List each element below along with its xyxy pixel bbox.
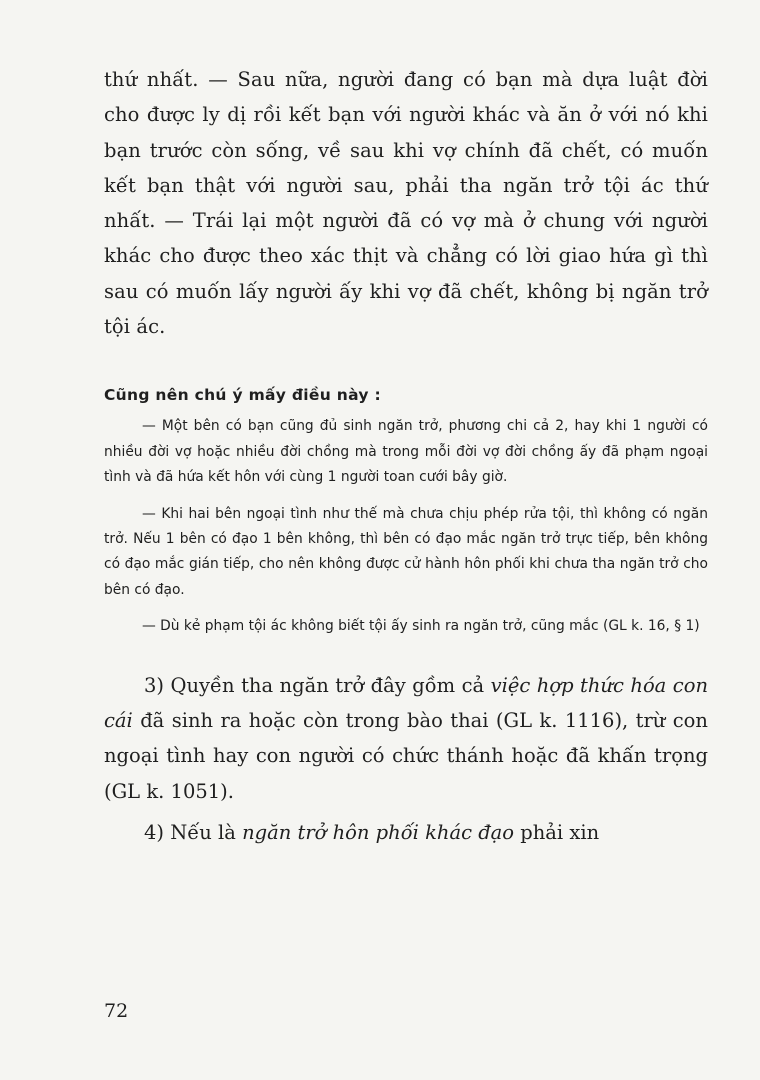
section-4-text-end: phải xin <box>514 820 600 844</box>
note-item: — Khi hai bên ngoại tình như thế mà chưa chịu phép rửa tội, thì không có ngăn trở. Nếu 1 bên có đạo 1 bên không, thì bên có đạo mắc ngăn trở trực tiếp, bên không có đạo mắc gián tiếp, cho nên không được cử hành hôn phối khi chưa tha ngăn trở cho bên có đạo. <box>104 505 708 598</box>
body-text <box>104 62 708 344</box>
section-3-emphasis: việc hợp thức hóa con cái <box>104 673 708 732</box>
section-4-text: 4) Nếu là <box>144 820 243 844</box>
note-item: — Dù kẻ phạm tội ác không biết tội ấy sinh ra ngăn trở, cũng mắc (GL k. 16, § 1) <box>142 618 700 635</box>
numbered-paragraphs <box>104 668 708 850</box>
page-number: 72 <box>104 1000 129 1022</box>
section-3-text: 3) Quyền tha ngăn trở đây gồm cả <box>144 673 491 697</box>
section-3-text-end: đã sinh ra hoặc còn trong bào thai (GL k. 1116), trừ con ngoại tình hay con người có chức thánh hoặc đã khấn trọng (GL k. 1051). <box>104 708 708 803</box>
body-paragraph: thứ nhất. — Sau nữa, người đang có bạn mà dựa luật đời cho được ly dị rồi kết bạn với người khác và ăn ở với nó khi bạn trước còn sống, về sau khi vợ chính đã chết, có muốn kết bạn thật với người sau, phải tha ngăn trở tội ác thứ nhất. — Trái lại một người đã có vợ mà ở chung với người khác cho được theo xác thịt và chẳng có lời giao hứa gì thì sau có muốn lấy người ấy khi vợ đã chết, không bị ngăn trở tội ác. <box>104 68 708 339</box>
numbered-paragraph-3 <box>104 668 708 809</box>
notes-heading: Cũng nên chú ý mấy điều này : <box>104 386 381 405</box>
notes-list <box>104 414 708 639</box>
note-item: — Một bên có bạn cũng đủ sinh ngăn trở, phương chi cả 2, hay khi 1 người có nhiều đời vợ hoặc nhiều đời chồng mà trong mỗi đời vợ đời chồng ấy đã phạm ngoại tình và đã hứa kết hôn với cùng 1 người toan cưới bây giờ. <box>104 418 708 486</box>
section-4-emphasis: ngăn trở hôn phối khác đạo <box>242 820 515 844</box>
numbered-paragraph-4 <box>104 815 708 850</box>
